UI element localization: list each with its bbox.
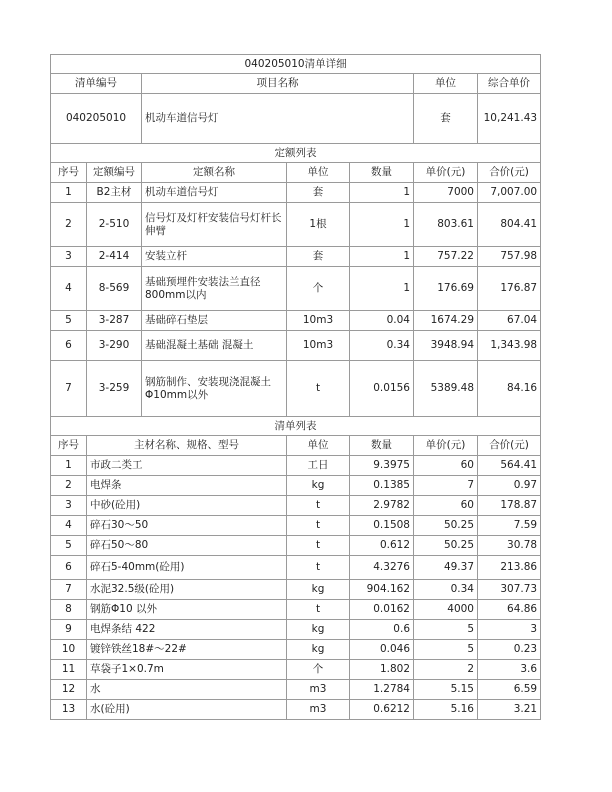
material-unit: t: [287, 556, 350, 580]
material-section-title: 清单列表: [51, 417, 541, 436]
quota-price: 803.61: [414, 203, 478, 247]
material-seq: 1: [51, 456, 87, 476]
item-row: [51, 94, 541, 144]
item-unit: 套: [414, 94, 478, 144]
quota-code: 2-510: [87, 203, 142, 247]
quota-total: 1,343.98: [478, 331, 541, 361]
quota-row: [51, 331, 541, 361]
quota-total: 176.87: [478, 267, 541, 311]
item-unit-header: 单位: [414, 74, 478, 94]
material-total-header: 合价(元): [478, 436, 541, 456]
material-row: [51, 516, 541, 536]
quota-unit: 1根: [287, 203, 350, 247]
item-price-header: 综合单价: [478, 74, 541, 94]
material-qty: 904.162: [350, 580, 414, 600]
material-qty: 0.046: [350, 640, 414, 660]
material-name-header: 主材名称、规格、型号: [87, 436, 287, 456]
quota-price: 5389.48: [414, 361, 478, 417]
material-price: 5: [414, 620, 478, 640]
material-name: 市政二类工: [87, 456, 287, 476]
material-name: 水泥32.5级(砼用): [87, 580, 287, 600]
item-name: 机动车道信号灯: [142, 94, 414, 144]
quota-total: 804.41: [478, 203, 541, 247]
material-row: [51, 456, 541, 476]
material-unit: t: [287, 536, 350, 556]
material-unit: m3: [287, 700, 350, 720]
quota-name: 钢筋制作、安装现浇混凝土Φ10mm以外: [142, 361, 287, 417]
bill-detail-table: [50, 54, 541, 720]
item-header-row: [51, 74, 541, 94]
quota-qty: 1: [350, 247, 414, 267]
quota-header-row: [51, 163, 541, 183]
material-price: 2: [414, 660, 478, 680]
material-unit: 工日: [287, 456, 350, 476]
quota-unit: t: [287, 361, 350, 417]
material-price: 7: [414, 476, 478, 496]
quota-qty: 0.34: [350, 331, 414, 361]
material-row: [51, 660, 541, 680]
quota-qty: 1: [350, 203, 414, 247]
quota-code: B2主材: [87, 183, 142, 203]
item-name-header: 项目名称: [142, 74, 414, 94]
quota-seq: 6: [51, 331, 87, 361]
quota-seq: 3: [51, 247, 87, 267]
material-row: [51, 536, 541, 556]
material-seq: 4: [51, 516, 87, 536]
quota-total: 7,007.00: [478, 183, 541, 203]
material-unit: t: [287, 496, 350, 516]
material-unit: 个: [287, 660, 350, 680]
quota-price: 7000: [414, 183, 478, 203]
material-row: [51, 600, 541, 620]
material-total: 64.86: [478, 600, 541, 620]
material-qty: 1.802: [350, 660, 414, 680]
quota-qty: 1: [350, 267, 414, 311]
material-row: [51, 620, 541, 640]
quota-row: [51, 203, 541, 247]
material-name: 水: [87, 680, 287, 700]
material-total: 307.73: [478, 580, 541, 600]
material-qty: 1.2784: [350, 680, 414, 700]
material-qty: 0.1508: [350, 516, 414, 536]
item-code: 040205010: [51, 94, 142, 144]
quota-name-header: 定额名称: [142, 163, 287, 183]
quota-qty: 0.04: [350, 311, 414, 331]
quota-row: [51, 183, 541, 203]
material-name: 镀锌铁丝18#～22#: [87, 640, 287, 660]
quota-unit: 10m3: [287, 311, 350, 331]
quota-code: 2-414: [87, 247, 142, 267]
material-total: 0.23: [478, 640, 541, 660]
quota-code: 3-287: [87, 311, 142, 331]
material-name: 钢筋Φ10 以外: [87, 600, 287, 620]
quota-name: 基础预埋件安装法兰直径800mm以内: [142, 267, 287, 311]
material-price: 50.25: [414, 516, 478, 536]
material-unit: kg: [287, 620, 350, 640]
quota-code: 3-290: [87, 331, 142, 361]
quota-seq: 7: [51, 361, 87, 417]
quota-total: 67.04: [478, 311, 541, 331]
quota-total: 84.16: [478, 361, 541, 417]
material-name: 电焊条结 422: [87, 620, 287, 640]
quota-code: 8-569: [87, 267, 142, 311]
material-qty: 9.3975: [350, 456, 414, 476]
quota-row: [51, 267, 541, 311]
material-price: 60: [414, 456, 478, 476]
material-unit: kg: [287, 476, 350, 496]
material-name: 碎石30～50: [87, 516, 287, 536]
quota-row: [51, 247, 541, 267]
material-row: [51, 580, 541, 600]
material-seq: 6: [51, 556, 87, 580]
quota-unit: 个: [287, 267, 350, 311]
material-seq: 12: [51, 680, 87, 700]
material-price: 60: [414, 496, 478, 516]
quota-price: 3948.94: [414, 331, 478, 361]
quota-seq: 1: [51, 183, 87, 203]
material-unit: t: [287, 516, 350, 536]
quota-unit-header: 单位: [287, 163, 350, 183]
quota-unit: 10m3: [287, 331, 350, 361]
material-qty: 4.3276: [350, 556, 414, 580]
quota-row: [51, 361, 541, 417]
item-price: 10,241.43: [478, 94, 541, 144]
quota-unit: 套: [287, 183, 350, 203]
quota-total-header: 合价(元): [478, 163, 541, 183]
quota-name: 安装立杆: [142, 247, 287, 267]
material-unit: t: [287, 600, 350, 620]
material-qty: 0.6212: [350, 700, 414, 720]
quota-total: 757.98: [478, 247, 541, 267]
material-row: [51, 640, 541, 660]
material-qty: 0.1385: [350, 476, 414, 496]
material-qty: 2.9782: [350, 496, 414, 516]
material-price: 5.15: [414, 680, 478, 700]
material-price: 4000: [414, 600, 478, 620]
material-total: 0.97: [478, 476, 541, 496]
material-price: 5.16: [414, 700, 478, 720]
material-name: 水(砼用): [87, 700, 287, 720]
material-total: 3: [478, 620, 541, 640]
material-total: 7.59: [478, 516, 541, 536]
quota-qty-header: 数量: [350, 163, 414, 183]
quota-unit: 套: [287, 247, 350, 267]
quota-seq: 2: [51, 203, 87, 247]
quota-name: 基础碎石垫层: [142, 311, 287, 331]
material-name: 中砂(砼用): [87, 496, 287, 516]
quota-seq-header: 序号: [51, 163, 87, 183]
material-price-header: 单价(元): [414, 436, 478, 456]
quota-price: 176.69: [414, 267, 478, 311]
material-unit: kg: [287, 580, 350, 600]
material-seq: 9: [51, 620, 87, 640]
quota-name: 机动车道信号灯: [142, 183, 287, 203]
material-seq: 5: [51, 536, 87, 556]
material-seq: 13: [51, 700, 87, 720]
material-name: 电焊条: [87, 476, 287, 496]
material-total: 3.6: [478, 660, 541, 680]
quota-price: 1674.29: [414, 311, 478, 331]
quota-code-header: 定额编号: [87, 163, 142, 183]
material-seq: 10: [51, 640, 87, 660]
item-code-header: 清单编号: [51, 74, 142, 94]
quota-price: 757.22: [414, 247, 478, 267]
material-name: 碎石50～80: [87, 536, 287, 556]
material-seq-header: 序号: [51, 436, 87, 456]
material-seq: 7: [51, 580, 87, 600]
material-total: 3.21: [478, 700, 541, 720]
quota-row: [51, 311, 541, 331]
quota-section-title: 定额列表: [51, 144, 541, 163]
quota-name: 信号灯及灯杆安装信号灯杆长伸臂: [142, 203, 287, 247]
material-seq: 8: [51, 600, 87, 620]
material-name: 碎石5-40mm(砼用): [87, 556, 287, 580]
quota-qty: 0.0156: [350, 361, 414, 417]
material-total: 30.78: [478, 536, 541, 556]
material-total: 6.59: [478, 680, 541, 700]
material-row: [51, 476, 541, 496]
material-name: 草袋子1×0.7m: [87, 660, 287, 680]
material-total: 213.86: [478, 556, 541, 580]
material-unit-header: 单位: [287, 436, 350, 456]
material-seq: 2: [51, 476, 87, 496]
material-total: 564.41: [478, 456, 541, 476]
quota-name: 基础混凝土基础 混凝土: [142, 331, 287, 361]
material-qty-header: 数量: [350, 436, 414, 456]
material-row: [51, 700, 541, 720]
material-qty: 0.0162: [350, 600, 414, 620]
material-unit: m3: [287, 680, 350, 700]
material-price: 49.37: [414, 556, 478, 580]
quota-seq: 5: [51, 311, 87, 331]
table-title: 040205010清单详细: [51, 55, 541, 74]
material-seq: 3: [51, 496, 87, 516]
material-row: [51, 680, 541, 700]
material-price: 0.34: [414, 580, 478, 600]
material-qty: 0.6: [350, 620, 414, 640]
quota-qty: 1: [350, 183, 414, 203]
material-price: 50.25: [414, 536, 478, 556]
material-qty: 0.612: [350, 536, 414, 556]
material-price: 5: [414, 640, 478, 660]
material-row: [51, 496, 541, 516]
quota-code: 3-259: [87, 361, 142, 417]
material-total: 178.87: [478, 496, 541, 516]
material-row: [51, 556, 541, 580]
quota-price-header: 单价(元): [414, 163, 478, 183]
material-seq: 11: [51, 660, 87, 680]
quota-seq: 4: [51, 267, 87, 311]
material-unit: kg: [287, 640, 350, 660]
material-header-row: [51, 436, 541, 456]
